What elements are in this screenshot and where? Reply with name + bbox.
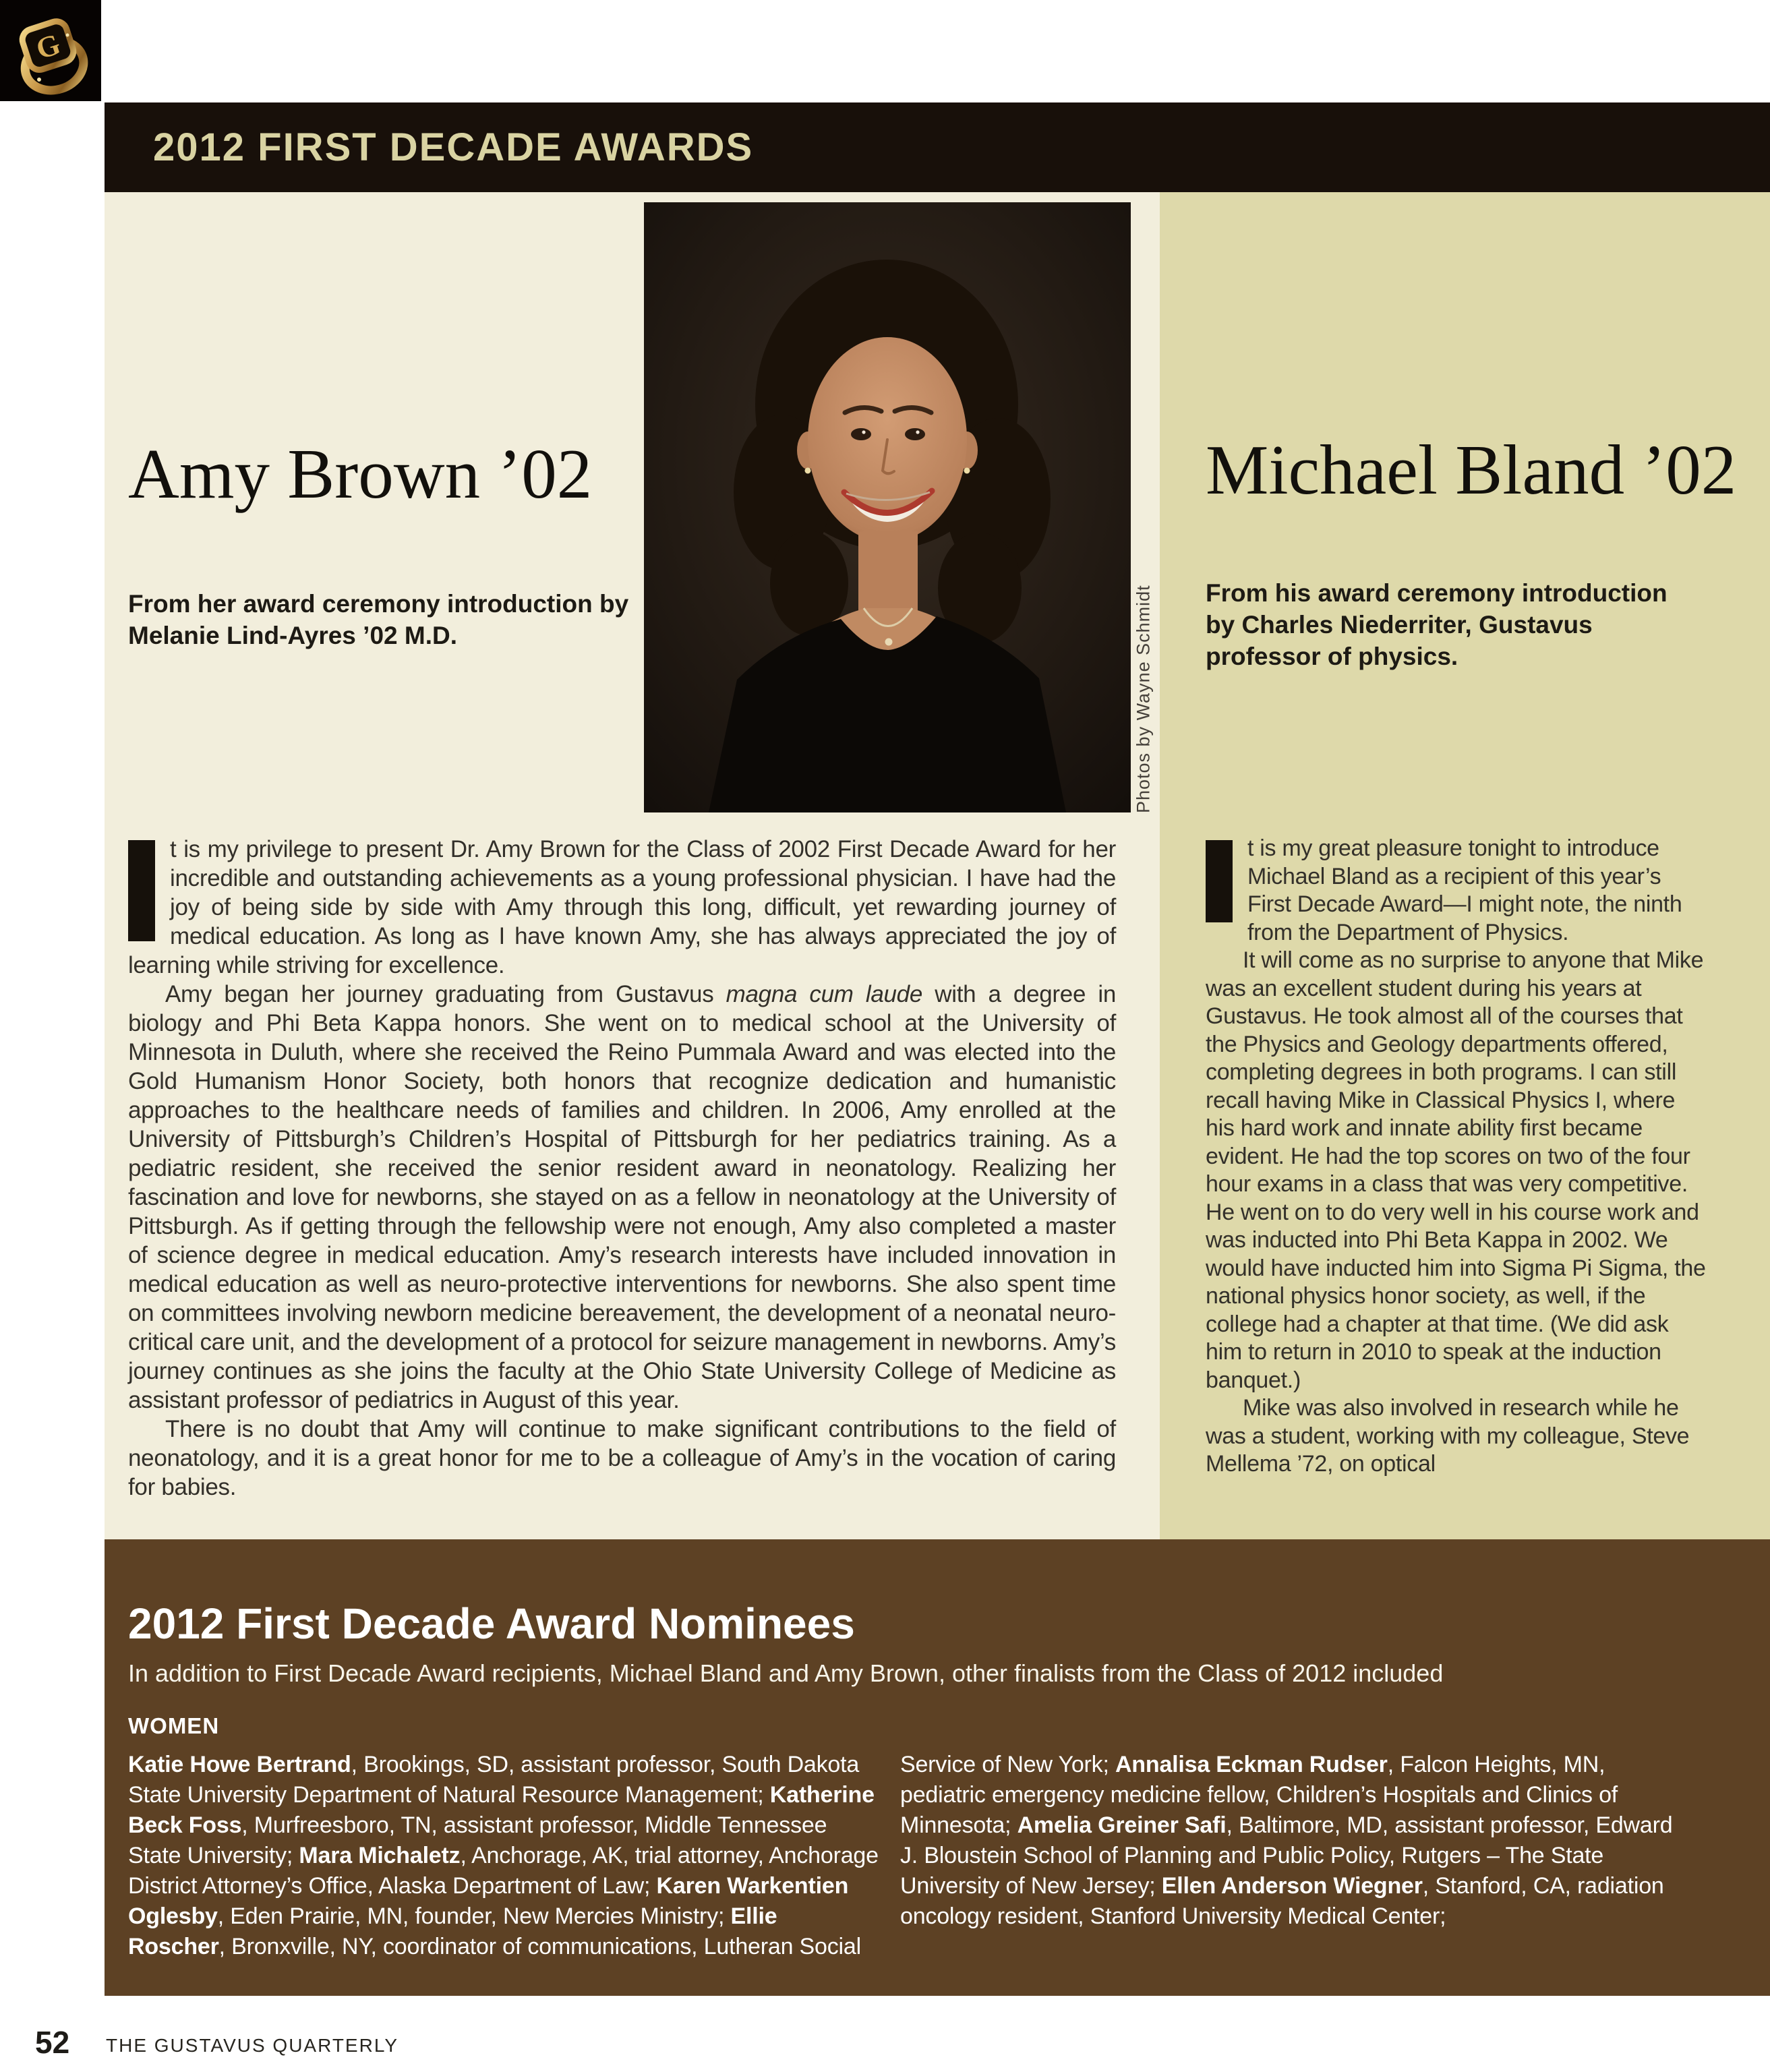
nominees-panel [105, 1539, 1770, 1996]
text-segment: Ellie Roscher [128, 1903, 777, 1959]
amy-name-title: Amy Brown ’02 [128, 434, 593, 513]
drop-cap [128, 840, 155, 941]
ring-monogram: G [32, 27, 65, 66]
nominees-subtitle: In addition to First Decade Award recipients, Michael Bland and Amy Brown, other finalists from the Class of 2012 included [128, 1659, 1444, 1687]
body-paragraph [1206, 1394, 1708, 1479]
text-segment: Annalisa Eckman Rudser [1115, 1752, 1388, 1777]
text-segment: magna cum laude [726, 981, 922, 1007]
body-paragraph [128, 835, 1116, 980]
text-segment: Mike was also involved in research while he was a student, working with my colleague, Steve Mellema ’72, on optical [1206, 1395, 1690, 1477]
body-paragraph [1206, 947, 1708, 1394]
text-segment: Amy began her journey graduating from Gustavus [165, 981, 726, 1007]
nominees-section-label: WOMEN [128, 1713, 220, 1738]
text-segment: , Bronxville, NY, coordinator of communications, Lutheran Social [218, 1934, 861, 1959]
text-segment: , Falcon Heights, MN, pediatric emergency medicine fellow, Children’s Hospitals and Clinics of Minnesota; [900, 1752, 1618, 1838]
portrait-photo [644, 202, 1131, 812]
body-paragraph [128, 1415, 1116, 1502]
text-segment: Katie Howe Bertrand [128, 1752, 351, 1777]
amy-body-text [128, 835, 1116, 1502]
body-paragraph [128, 980, 1116, 1415]
magazine-name: THE GUSTAVUS QUARTERLY [106, 2035, 399, 2056]
text-segment: Karen Warkentien Oglesby [128, 1873, 849, 1929]
michael-name-title: Michael Bland ’02 [1206, 430, 1737, 509]
nominees-column-left [128, 1750, 880, 1962]
text-segment: Katherine Beck Foss [128, 1782, 875, 1838]
text-segment: , Eden Prairie, MN, founder, New Mercies Ministry; [217, 1903, 731, 1929]
portrait-illustration [644, 202, 1131, 812]
page-kicker-title: 2012 FIRST DECADE AWARDS [153, 125, 754, 169]
text-segment: , Anchorage, AK, trial attorney, Anchorage District Attorney’s Office, Alaska Department of Law; [128, 1843, 879, 1899]
michael-body-text [1206, 835, 1708, 1479]
drop-cap [1206, 840, 1233, 922]
page-number: 52 [35, 2025, 70, 2060]
text-segment: t is my great pleasure tonight to introduce Michael Bland as a recipient of this year’s First Decade Award—I might note, the ninth from the Department of Physics. [1247, 835, 1682, 945]
text-segment: , Stanford, CA, radiation oncology resident, Stanford University Medical Center; [900, 1873, 1664, 1929]
class-ring-logo [0, 0, 101, 101]
michael-intro-byline: From his award ceremony introduction by Charles Niederriter, Gustavus professor of physics. [1206, 579, 1668, 670]
text-segment: with a degree in biology and Phi Beta Kappa honors. She went on to medical school at the University of Minnesota in Duluth, where she received the Reino Pummala Award and was elected into the Gold Humanism Honor Society, both honors that recognize dedication and humanistic approaches to the healthcare needs of families and children. In 2006, Amy enrolled at the University of Pittsburgh’s Children’s Hospital of Pittsburgh for her pediatrics training. As a pediatric resident, she received the senior resident award in neonatology. Realizing her fascination and love for newborns, she stayed on as a fellow in neonatology at the University of Pittsburgh. As if getting through the fellowship were not enough, Amy also completed a master of science degree in medical education. Amy’s research interests have included innovation in medical education as well as neuro-protective interventions for newborns. She also spent time on committees involving newborn medicine bereavement, the development of a neonatal neuro-critical care unit, and the development of a protocol for seizure management in newborns. Amy’s journey continues as she joins the faculty at the Ohio State University College of Medicine as assistant professor of pediatrics in August of this year. [128, 981, 1116, 1413]
ring-icon [0, 0, 101, 101]
text-segment: It will come as no surprise to anyone that Mike was an excellent student during his years at Gustavus. He took almost all of the courses that the Physics and Geology departments offered, completing degrees in both programs. I can still recall having Mike in Classical Physics I, where his hard work and innate ability first became evident. He had the top scores on two of the four hour exams in a class that was very competitive. He went on to do very well in his course work and was inducted into Phi Beta Kappa in 2002. We would have inducted him into Sigma Pi Sigma, the national physics honor society, as well, if the college had a chapter at that time. (We did ask him to return in 2010 to speak at the induction banquet.) [1206, 947, 1706, 1393]
text-segment: , Baltimore, MD, assistant professor, Edward J. Bloustein School of Planning and Public Policy, Rutgers – The State University of New Jersey; [900, 1812, 1673, 1899]
nominees-column-right [900, 1750, 1676, 1932]
text-segment: Service of New York; [900, 1752, 1115, 1777]
photo-credit: Photos by Wayne Schmidt [1133, 585, 1154, 813]
text-segment: Ellen Anderson Wiegner [1161, 1873, 1423, 1899]
text-segment: Amelia Greiner Safi [1017, 1812, 1227, 1838]
amy-intro-byline: From her award ceremony introduction by Melanie Lind-Ayres ’02 M.D. [128, 590, 629, 649]
text-segment: , Brookings, SD, assistant professor, South Dakota State University Department of Natural Resource Management; [128, 1752, 860, 1808]
nominees-title: 2012 First Decade Award Nominees [128, 1599, 855, 1648]
section-header-bar [105, 102, 1770, 192]
text-segment: t is my privilege to present Dr. Amy Brown for the Class of 2002 First Decade Award for her incredible and outstanding achievements as a young professional physician. I have had the joy of being side by side with Amy through this long, difficult, yet rewarding journey of medical education. As long as I have known Amy, she has always appreciated the joy of learning while striving for excellence. [128, 836, 1116, 978]
text-segment: , Murfreesboro, TN, assistant professor, Middle Tennessee State University; [128, 1812, 827, 1868]
text-segment: Mara Michaletz [299, 1843, 461, 1868]
body-paragraph [1206, 835, 1708, 947]
text-segment: There is no doubt that Amy will continue to make significant contributions to the field of neonatology, and it is a great honor for me to be a colleague of Amy’s in the vocation of caring for babies. [128, 1416, 1116, 1500]
